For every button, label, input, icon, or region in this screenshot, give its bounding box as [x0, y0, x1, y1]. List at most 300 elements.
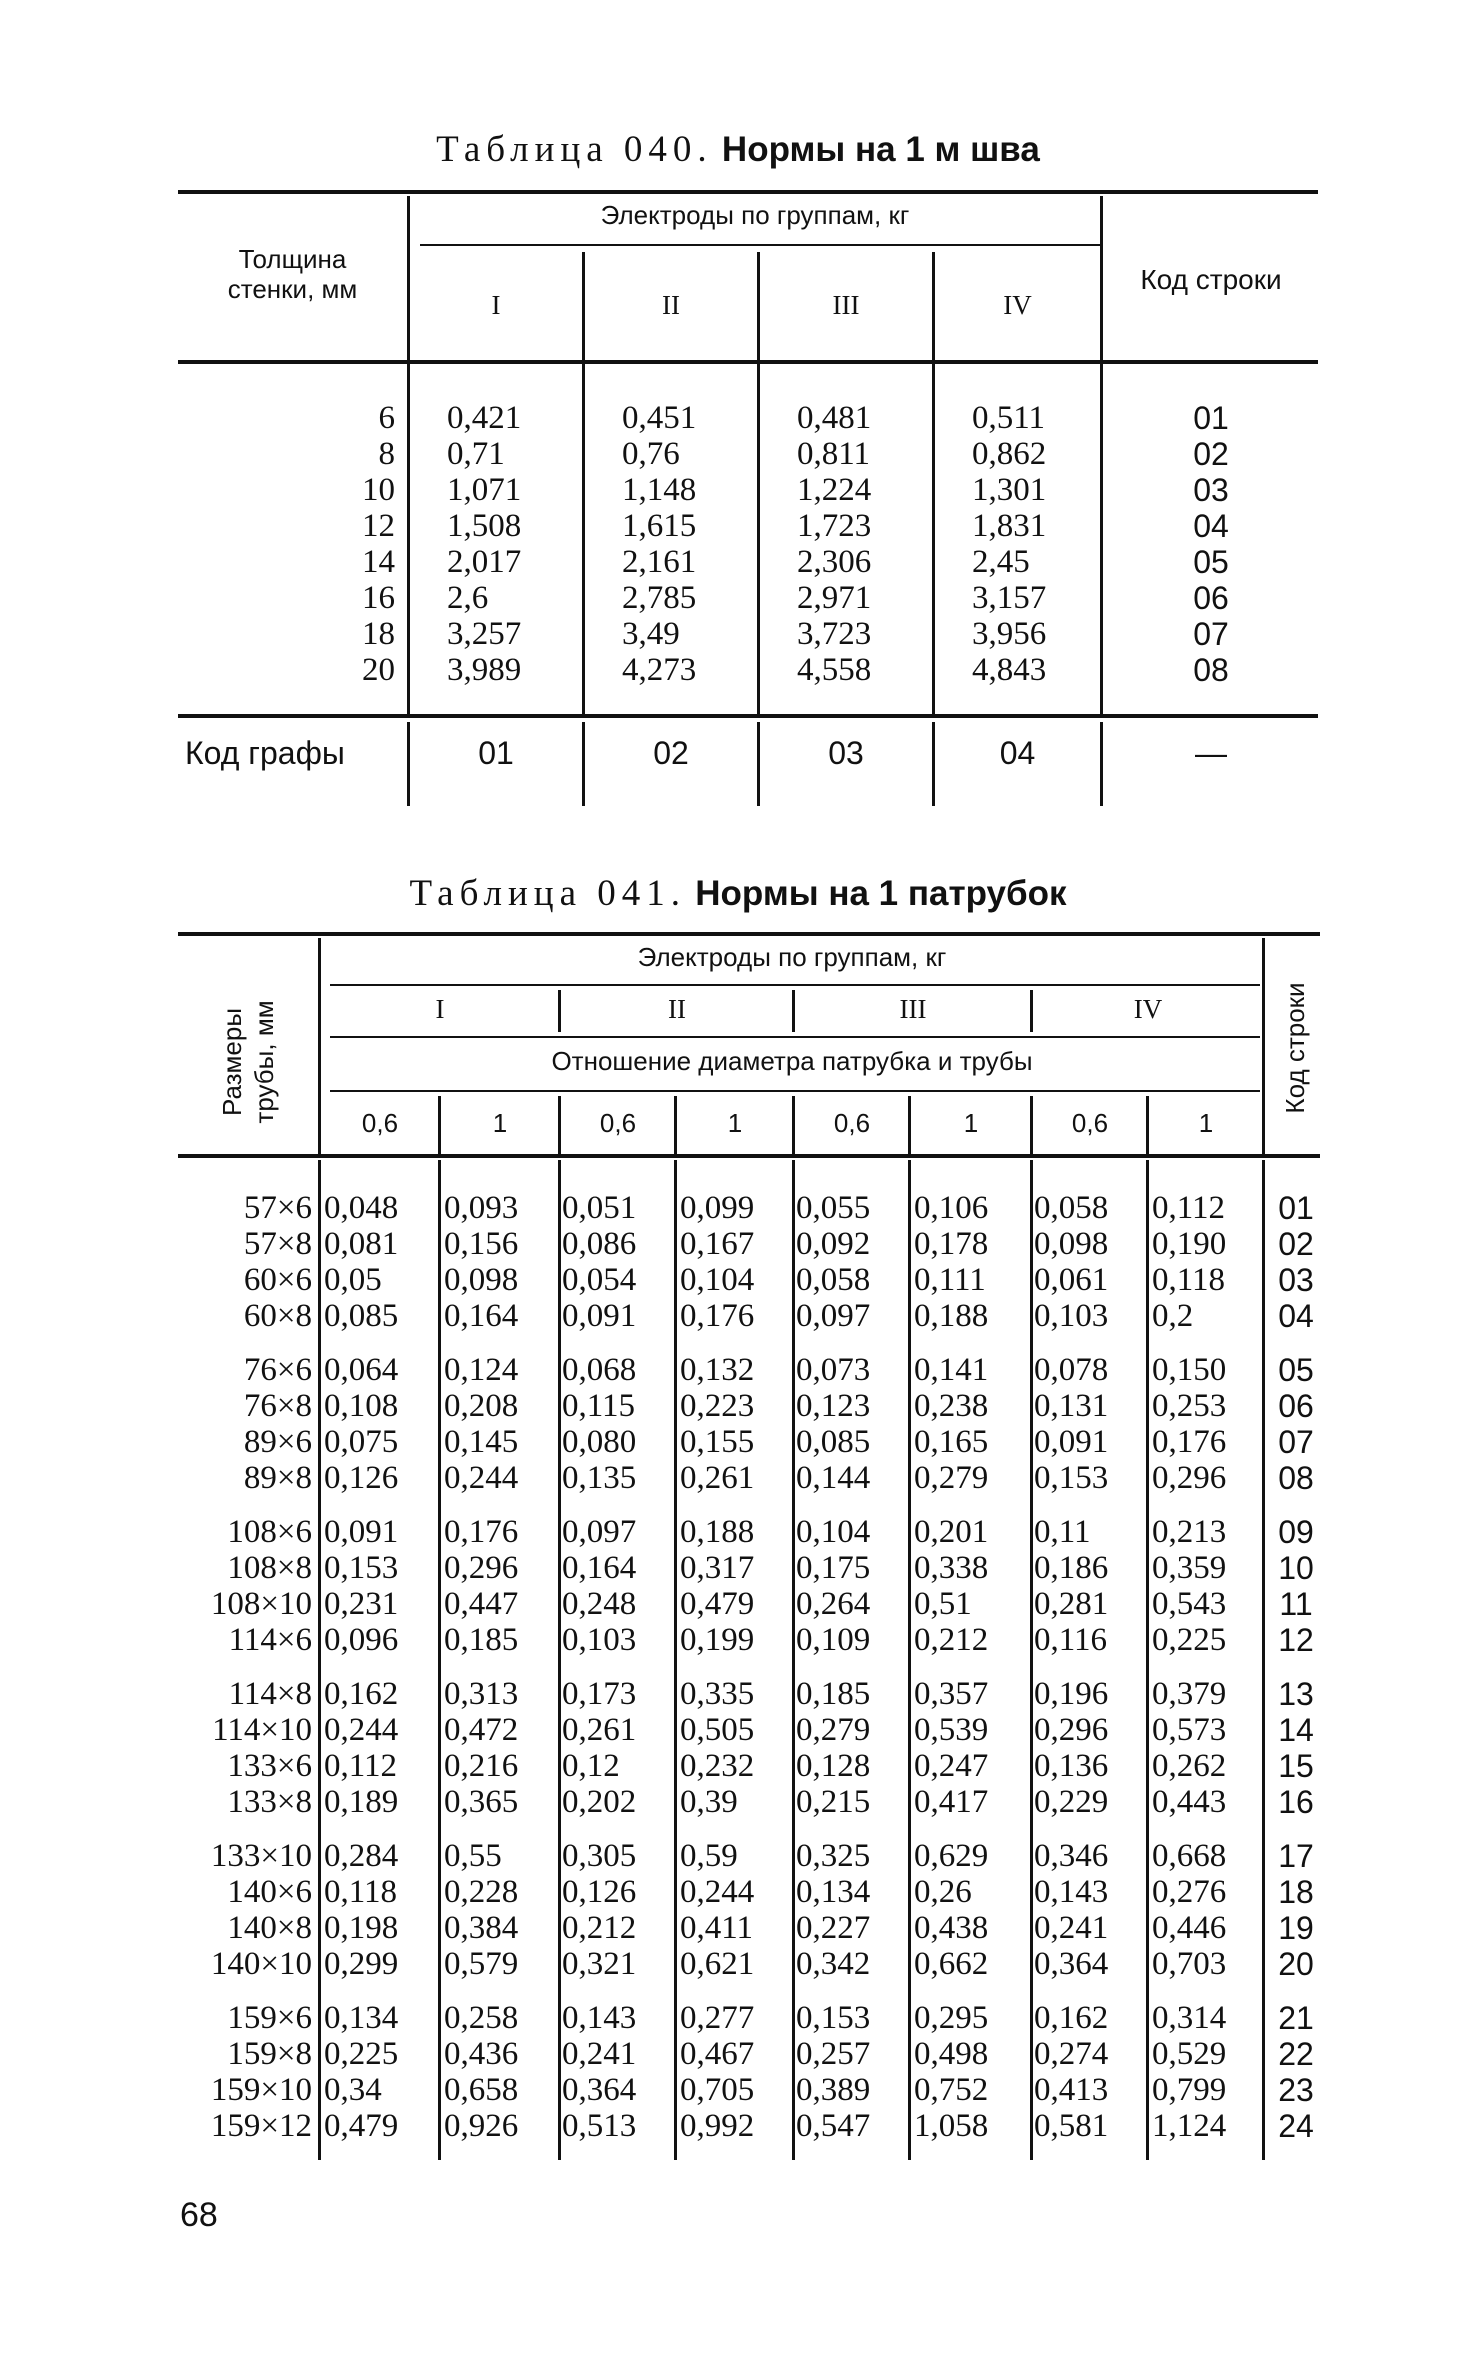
- value-cell: 2,017: [447, 544, 522, 580]
- value-cell: 0,131: [1034, 1388, 1109, 1424]
- value-cell: 0,086: [562, 1226, 637, 1262]
- value-cell: 0,55: [444, 1838, 502, 1874]
- row-code-cell: 02: [1193, 436, 1229, 472]
- block-gap: [1152, 1496, 1226, 1514]
- row-code-cell: 05: [1278, 1352, 1314, 1388]
- value-cell: 0,411: [680, 1910, 754, 1946]
- header-diameter-ratio: Отношение диаметра патрубка и трубы: [551, 1046, 1033, 1076]
- value-cell: 0,190: [1152, 1226, 1227, 1262]
- block-gap: [444, 1982, 518, 2000]
- value-cell: 0,216: [444, 1748, 519, 1784]
- value-cell: 0,295: [914, 2000, 989, 2036]
- value-column: [680, 1190, 754, 2144]
- header-thickness: Толщина стенки, мм: [227, 244, 358, 304]
- row-code-cell: 09: [1278, 1514, 1314, 1550]
- value-cell: 0,364: [562, 2072, 637, 2108]
- value-cell: 0,359: [1152, 1550, 1227, 1586]
- value-cell: 0,338: [914, 1550, 989, 1586]
- value-cell: 0,144: [796, 1460, 871, 1496]
- footer-code-1: 01: [478, 735, 514, 771]
- value-cell: 1,301: [972, 472, 1047, 508]
- value-cell: 0,59: [680, 1838, 738, 1874]
- block-gap: [914, 1820, 988, 1838]
- value-cell: 2,45: [972, 544, 1030, 580]
- block-gap: [1034, 1658, 1108, 1676]
- pipe-size-cell: 114×6: [228, 1622, 312, 1658]
- value-cell: 0,241: [562, 2036, 637, 2072]
- thickness-cell: 6: [378, 400, 395, 436]
- value-cell: 0,241: [1034, 1910, 1109, 1946]
- header-electrode-groups-041: Электроды по группам, кг: [637, 942, 947, 972]
- value-cell: 0,134: [324, 2000, 399, 2036]
- value-cell: 0,173: [562, 1676, 637, 1712]
- value-cell: 3,989: [447, 652, 522, 688]
- row-code-cell: 04: [1193, 508, 1229, 544]
- value-cell: 2,161: [622, 544, 697, 580]
- value-cell: 0,201: [914, 1514, 989, 1550]
- value-cell: 3,157: [972, 580, 1047, 616]
- value-column: [444, 1190, 518, 2144]
- value-cell: 0,164: [444, 1298, 519, 1334]
- value-cell: 0,581: [1034, 2108, 1109, 2144]
- value-cell: 0,926: [444, 2108, 519, 2144]
- value-cell: 0,162: [324, 1676, 399, 1712]
- block-gap: [796, 1334, 870, 1352]
- table-041-caption-prefix: Таблица 041.: [409, 873, 686, 914]
- value-cell: 0,276: [1152, 1874, 1227, 1910]
- block-gap: [914, 1658, 988, 1676]
- value-cell: 0,51: [914, 1586, 972, 1622]
- value-cell: 0,511: [972, 400, 1046, 436]
- value-cell: 0,106: [914, 1190, 989, 1226]
- value-cell: 4,843: [972, 652, 1047, 688]
- value-cell: 0,132: [680, 1352, 755, 1388]
- value-column: [562, 1190, 636, 2144]
- value-cell: 0,104: [796, 1514, 871, 1550]
- value-cell: 0,176: [1152, 1424, 1227, 1460]
- block-gap: [914, 1496, 988, 1514]
- value-cell: 2,785: [622, 580, 697, 616]
- row-code-cell: 12: [1278, 1622, 1314, 1658]
- block-gap: [1034, 1496, 1108, 1514]
- value-cell: 0,313: [444, 1676, 519, 1712]
- block-gap: [1152, 1658, 1226, 1676]
- block-gap: [680, 1820, 754, 1838]
- pipe-size-cell: 159×10: [210, 2072, 312, 2108]
- ratio-header: 0,6: [1071, 1108, 1109, 1138]
- value-cell: 1,148: [622, 472, 697, 508]
- value-cell: 0,135: [562, 1460, 637, 1496]
- ratio-header: 1: [1198, 1108, 1214, 1138]
- value-cell: 1,058: [914, 2108, 989, 2144]
- block-gap: [150, 1658, 312, 1676]
- footer-code-2: 02: [653, 735, 689, 771]
- value-cell: 0,112: [1152, 1190, 1226, 1226]
- value-cell: 0,346: [1034, 1838, 1109, 1874]
- row-code-column-041: [1266, 1190, 1326, 2144]
- value-cell: 0,167: [680, 1226, 755, 1262]
- group-II: II: [662, 290, 680, 320]
- value-cell: 0,05: [324, 1262, 382, 1298]
- value-cell: 0,39: [680, 1784, 738, 1820]
- pipe-size-cell: 57×8: [243, 1226, 312, 1262]
- ratio-header: 1: [963, 1108, 979, 1138]
- value-cell: 0,76: [622, 436, 680, 472]
- value-cell: 0,811: [797, 436, 871, 472]
- value-cell: 0,253: [1152, 1388, 1227, 1424]
- value-cell: 1,224: [797, 472, 872, 508]
- value-cell: 0,225: [1152, 1622, 1227, 1658]
- row-code-cell: 08: [1193, 652, 1229, 688]
- block-gap: [1152, 1334, 1226, 1352]
- value-cell: 0,188: [914, 1298, 989, 1334]
- value-cell: 0,223: [680, 1388, 755, 1424]
- value-cell: 0,447: [444, 1586, 519, 1622]
- value-cell: 0,296: [444, 1550, 519, 1586]
- value-cell: 0,579: [444, 1946, 519, 1982]
- value-cell: 0,155: [680, 1424, 755, 1460]
- value-cell: 0,274: [1034, 2036, 1109, 2072]
- value-cell: 0,153: [324, 1550, 399, 1586]
- value-cell: 0,134: [796, 1874, 871, 1910]
- block-gap: [680, 1334, 754, 1352]
- value-cell: 0,104: [680, 1262, 755, 1298]
- block-gap: [1266, 1334, 1326, 1352]
- value-cell: 0,231: [324, 1586, 399, 1622]
- value-cell: 1,071: [447, 472, 522, 508]
- group-II-column: [622, 400, 696, 688]
- table-040-caption: [0, 128, 1476, 171]
- value-column: [914, 1190, 988, 2144]
- value-cell: 0,085: [796, 1424, 871, 1460]
- thickness-cell: 8: [378, 436, 395, 472]
- row-code-cell: 15: [1278, 1748, 1314, 1784]
- value-cell: 0,115: [562, 1388, 636, 1424]
- row-code-cell: 14: [1278, 1712, 1314, 1748]
- value-cell: 0,165: [914, 1424, 989, 1460]
- thickness-cell: 14: [362, 544, 395, 580]
- block-gap: [444, 1496, 518, 1514]
- value-cell: 0,262: [1152, 1748, 1227, 1784]
- value-cell: 0,467: [680, 2036, 755, 2072]
- row-code-cell: 05: [1193, 544, 1229, 580]
- value-cell: 0,257: [796, 2036, 871, 2072]
- value-cell: 0,668: [1152, 1838, 1227, 1874]
- value-cell: 0,472: [444, 1712, 519, 1748]
- pipe-size-cell: 133×6: [227, 1748, 312, 1784]
- value-cell: 0,175: [796, 1550, 871, 1586]
- value-cell: 0,389: [796, 2072, 871, 2108]
- value-cell: 0,126: [324, 1460, 399, 1496]
- pipe-size-cell: 140×8: [227, 1910, 312, 1946]
- pipe-size-cell: 114×8: [228, 1676, 312, 1712]
- block-gap: [444, 1658, 518, 1676]
- value-cell: 0,103: [562, 1622, 637, 1658]
- value-cell: 0,109: [796, 1622, 871, 1658]
- value-cell: 0,213: [1152, 1514, 1227, 1550]
- pipe-size-cell: 140×6: [227, 1874, 312, 1910]
- value-cell: 0,621: [680, 1946, 755, 1982]
- value-cell: 0,244: [324, 1712, 399, 1748]
- value-cell: 0,078: [1034, 1352, 1109, 1388]
- value-cell: 0,305: [562, 1838, 637, 1874]
- header-electrode-groups: Электроды по группам, кг: [600, 200, 910, 230]
- group-I-column: [447, 400, 521, 688]
- block-gap: [1266, 1820, 1326, 1838]
- value-cell: 0,244: [444, 1460, 519, 1496]
- table-041-caption: [0, 872, 1476, 915]
- value-cell: 0,162: [1034, 2000, 1109, 2036]
- block-gap: [150, 1334, 312, 1352]
- group-IV-column: [972, 400, 1046, 688]
- value-cell: 0,097: [796, 1298, 871, 1334]
- row-code-cell: 08: [1278, 1460, 1314, 1496]
- value-cell: 0,153: [796, 2000, 871, 2036]
- block-gap: [1034, 1334, 1108, 1352]
- block-gap: [562, 1820, 636, 1838]
- row-code-cell: 04: [1278, 1298, 1314, 1334]
- row-code-cell: 01: [1278, 1190, 1314, 1226]
- ratio-header: 1: [727, 1108, 743, 1138]
- value-cell: 0,156: [444, 1226, 519, 1262]
- row-code-cell: 03: [1193, 472, 1229, 508]
- value-cell: 0,091: [1034, 1424, 1109, 1460]
- value-cell: 0,244: [680, 1874, 755, 1910]
- value-cell: 0,629: [914, 1838, 989, 1874]
- value-cell: 2,971: [797, 580, 872, 616]
- value-cell: 0,099: [680, 1190, 755, 1226]
- group-III-041: III: [899, 994, 927, 1024]
- value-cell: 0,799: [1152, 2072, 1227, 2108]
- footer-label: Код графы: [185, 735, 345, 771]
- value-cell: 0,225: [324, 2036, 399, 2072]
- value-cell: 3,49: [622, 616, 680, 652]
- thickness-cell: 16: [362, 580, 395, 616]
- ratio-header: 0,6: [833, 1108, 871, 1138]
- value-cell: 0,258: [444, 2000, 519, 2036]
- value-cell: 0,092: [796, 1226, 871, 1262]
- value-cell: 0,178: [914, 1226, 989, 1262]
- value-cell: 0,539: [914, 1712, 989, 1748]
- row-code-cell: 20: [1278, 1946, 1314, 1982]
- value-cell: 0,658: [444, 2072, 519, 2108]
- value-cell: 0,529: [1152, 2036, 1227, 2072]
- value-cell: 0,703: [1152, 1946, 1227, 1982]
- block-gap: [1266, 1982, 1326, 2000]
- value-cell: 0,314: [1152, 2000, 1227, 2036]
- value-cell: 0,11: [1034, 1514, 1091, 1550]
- value-cell: 0,188: [680, 1514, 755, 1550]
- pipe-size-cell: 89×6: [243, 1424, 312, 1460]
- value-cell: 0,365: [444, 1784, 519, 1820]
- value-cell: 0,299: [324, 1946, 399, 1982]
- pipe-size-cell: 108×10: [210, 1586, 312, 1622]
- value-cell: 0,189: [324, 1784, 399, 1820]
- value-cell: 0,091: [324, 1514, 399, 1550]
- value-cell: 2,6: [447, 580, 489, 616]
- value-cell: 0,073: [796, 1352, 871, 1388]
- thickness-cell: 12: [362, 508, 395, 544]
- value-cell: 0,143: [1034, 1874, 1109, 1910]
- group-III-column: [797, 400, 871, 688]
- row-code-cell: 17: [1278, 1838, 1314, 1874]
- value-cell: 0,228: [444, 1874, 519, 1910]
- value-cell: 0,061: [1034, 1262, 1109, 1298]
- row-code-cell: 22: [1278, 2036, 1314, 2072]
- row-code-cell: 23: [1278, 2072, 1314, 2108]
- value-cell: 0,12: [562, 1748, 620, 1784]
- value-cell: 0,279: [796, 1712, 871, 1748]
- value-cell: 0,081: [324, 1226, 399, 1262]
- value-cell: 0,238: [914, 1388, 989, 1424]
- header-row-code-041: Код строки: [1280, 982, 1310, 1114]
- value-cell: 0,118: [324, 1874, 398, 1910]
- pipe-size-cell: 159×8: [227, 2036, 312, 2072]
- block-gap: [324, 1982, 398, 2000]
- group-IV-041: IV: [1133, 994, 1163, 1024]
- value-cell: 0,451: [622, 400, 697, 436]
- value-cell: 0,342: [796, 1946, 871, 1982]
- value-cell: 0,325: [796, 1838, 871, 1874]
- row-code-cell: 16: [1278, 1784, 1314, 1820]
- ratio-header: 1: [492, 1108, 508, 1138]
- value-cell: 3,257: [447, 616, 522, 652]
- value-cell: 0,547: [796, 2108, 871, 2144]
- block-gap: [680, 1496, 754, 1514]
- value-cell: 0,248: [562, 1586, 637, 1622]
- value-cell: 0,185: [444, 1622, 519, 1658]
- value-cell: 0,543: [1152, 1586, 1227, 1622]
- value-cell: 0,091: [562, 1298, 637, 1334]
- value-cell: 1,508: [447, 508, 522, 544]
- value-column: [1152, 1190, 1226, 2144]
- footer-code-dash: —: [1195, 735, 1227, 771]
- row-code-cell: 02: [1278, 1226, 1314, 1262]
- value-cell: 0,277: [680, 2000, 755, 2036]
- block-gap: [324, 1658, 398, 1676]
- value-cell: 0,438: [914, 1910, 989, 1946]
- value-cell: 0,126: [562, 1874, 637, 1910]
- value-cell: 0,232: [680, 1748, 755, 1784]
- thickness-cell: 20: [362, 652, 395, 688]
- value-cell: 0,281: [1034, 1586, 1109, 1622]
- row-code-cell: 10: [1278, 1550, 1314, 1586]
- value-cell: 0,150: [1152, 1352, 1227, 1388]
- value-cell: 0,118: [1152, 1262, 1226, 1298]
- footer-code-4: 04: [999, 735, 1036, 771]
- value-cell: 0,112: [324, 1748, 398, 1784]
- pipe-size-cell: 114×10: [212, 1712, 312, 1748]
- pipe-size-cell: 133×10: [210, 1838, 312, 1874]
- block-gap: [150, 1820, 312, 1838]
- block-gap: [150, 1982, 312, 2000]
- row-code-cell: 03: [1278, 1262, 1314, 1298]
- value-cell: 0,357: [914, 1676, 989, 1712]
- block-gap: [1266, 1658, 1326, 1676]
- value-cell: 1,723: [797, 508, 872, 544]
- value-cell: 0,862: [972, 436, 1047, 472]
- value-cell: 0,123: [796, 1388, 871, 1424]
- table-040-caption-title: Нормы на 1 м шва: [721, 130, 1040, 169]
- row-code-cell: 18: [1278, 1874, 1314, 1910]
- value-cell: 0,479: [680, 1586, 755, 1622]
- value-cell: 0,051: [562, 1190, 637, 1226]
- value-cell: 0,080: [562, 1424, 637, 1460]
- value-cell: 2,306: [797, 544, 872, 580]
- value-cell: 0,202: [562, 1784, 637, 1820]
- value-cell: 0,505: [680, 1712, 755, 1748]
- row-code-cell: 19: [1278, 1910, 1314, 1946]
- value-cell: 0,212: [914, 1622, 989, 1658]
- block-gap: [1152, 1982, 1226, 2000]
- block-gap: [324, 1496, 398, 1514]
- header-row-code: Код строки: [1140, 264, 1282, 295]
- value-cell: 1,615: [622, 508, 697, 544]
- value-cell: 0,096: [324, 1622, 399, 1658]
- value-cell: 0,317: [680, 1550, 755, 1586]
- value-cell: 0,261: [562, 1712, 637, 1748]
- block-gap: [562, 1982, 636, 2000]
- value-cell: 4,558: [797, 652, 872, 688]
- row-code-cell: 01: [1193, 400, 1229, 436]
- value-cell: 0,215: [796, 1784, 871, 1820]
- row-code-cell: 06: [1193, 580, 1229, 616]
- header-pipe-sizes: Размеры трубы, мм: [217, 1000, 279, 1124]
- value-column: [324, 1190, 398, 2144]
- value-cell: 0,176: [444, 1514, 519, 1550]
- group-III: III: [832, 290, 860, 320]
- value-cell: 0,111: [914, 1262, 986, 1298]
- block-gap: [914, 1334, 988, 1352]
- row-code-cell: 13: [1278, 1676, 1314, 1712]
- value-cell: 0,417: [914, 1784, 989, 1820]
- value-cell: 0,26: [914, 1874, 972, 1910]
- row-code-cell: 07: [1278, 1424, 1314, 1460]
- value-column: [1034, 1190, 1108, 2144]
- page-number: 68: [180, 2196, 218, 2234]
- block-gap: [796, 1820, 870, 1838]
- pipe-size-cell: 108×6: [227, 1514, 312, 1550]
- pipe-size-cell: 57×6: [243, 1190, 312, 1226]
- value-cell: 0,335: [680, 1676, 755, 1712]
- block-gap: [562, 1496, 636, 1514]
- row-code-cell: 21: [1278, 2000, 1314, 2036]
- row-code-cell: 24: [1278, 2108, 1314, 2144]
- value-cell: 0,098: [1034, 1226, 1109, 1262]
- value-cell: 0,296: [1034, 1712, 1109, 1748]
- value-cell: 0,436: [444, 2036, 519, 2072]
- value-column: [796, 1190, 870, 2144]
- value-cell: 0,054: [562, 1262, 637, 1298]
- block-gap: [680, 1982, 754, 2000]
- value-cell: 0,145: [444, 1424, 519, 1460]
- block-gap: [796, 1496, 870, 1514]
- row-code-cell: 06: [1278, 1388, 1314, 1424]
- value-cell: 0,198: [324, 1910, 399, 1946]
- value-cell: 0,124: [444, 1352, 519, 1388]
- group-IV: IV: [1003, 290, 1032, 320]
- block-gap: [680, 1658, 754, 1676]
- value-cell: 0,264: [796, 1586, 871, 1622]
- block-gap: [562, 1658, 636, 1676]
- value-cell: 0,164: [562, 1550, 637, 1586]
- value-cell: 4,273: [622, 652, 697, 688]
- pipe-size-cell: 76×6: [243, 1352, 312, 1388]
- thickness-cell: 18: [362, 616, 395, 652]
- row-code-column: [1104, 400, 1318, 688]
- value-cell: 0,71: [447, 436, 505, 472]
- thickness-cell: 10: [362, 472, 395, 508]
